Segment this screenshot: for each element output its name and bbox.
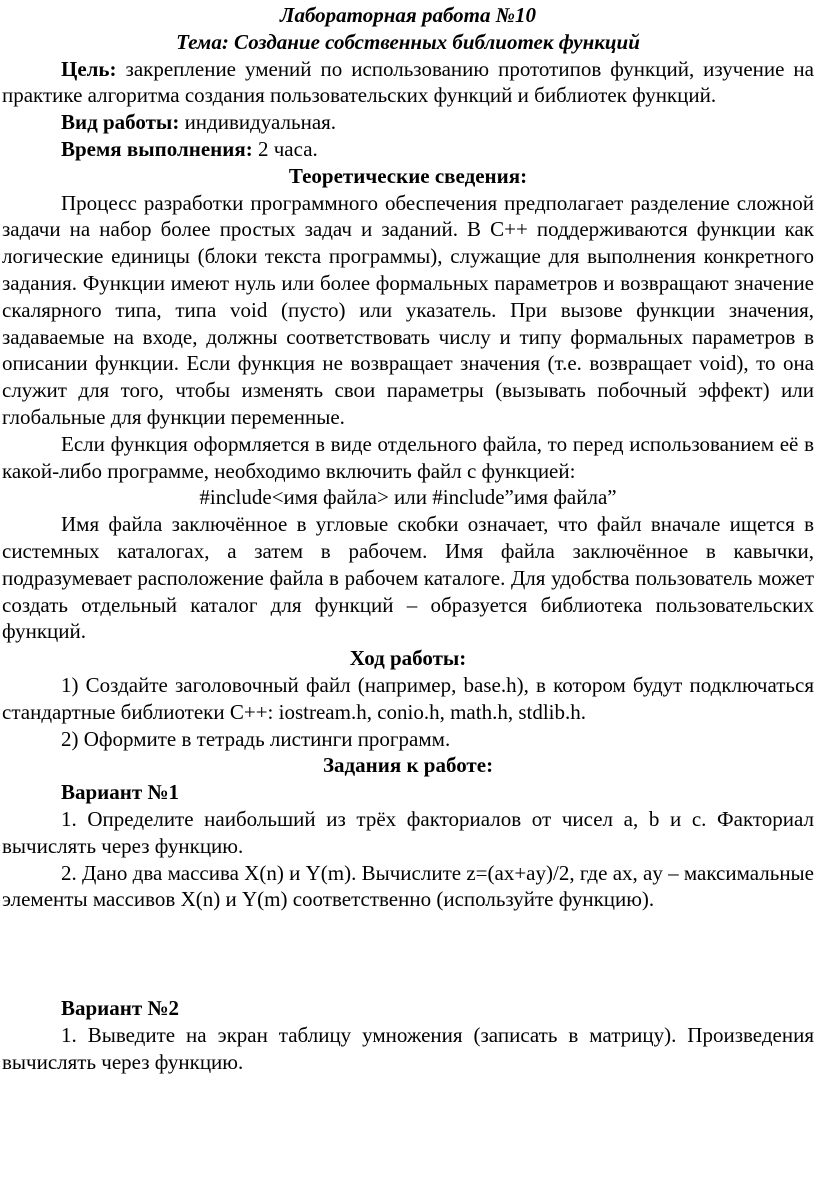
theory-heading: Теоретические сведения: <box>288 163 528 188</box>
tasks-heading: Задания к работе: <box>322 753 494 778</box>
lab-title: Лабораторная работа №10 <box>280 3 536 27</box>
variant-1-task-2: 2. Дано два массива X(n) и Y(m). Вычислите z=(ax+ay)/2, где ax, ay – максимальные элементы массивов X(n) и Y(m) соответственно (используйте функцию). <box>2 860 814 912</box>
duration-paragraph <box>2 136 814 163</box>
goal-paragraph <box>2 56 814 110</box>
variant-2-task-1: 1. Выведите на экран таблицу умножения (записать в матрицу). Произведения вычислять через функцию. <box>2 1022 814 1074</box>
lab-topic: Тема: Создание собственных библиотек функций <box>176 29 640 54</box>
goal-text: закрепление умений по использованию прототипов функций, изучение на практике алгоритма создания пользовательских функций и библиотек функций. <box>2 56 814 108</box>
procedure-step-2: 2) Оформите в тетрадь листинги программ. <box>61 726 451 751</box>
procedure-step-1: 1) Создайте заголовочный файл (например, base.h), в котором будут подключаться стандартные библиотеки C++: iostream.h, conio.h, math.h, stdlib.h. <box>2 672 814 724</box>
duration-label: Время выполнения: <box>61 136 253 161</box>
theory-paragraph-2: Если функция оформляется в виде отдельного файла, то перед использованием её в какой-либо программе, необходимо включить файл с функцией: <box>2 431 814 483</box>
include-line: #include<имя файла> или #include”имя файла” <box>199 485 617 510</box>
theory-paragraph-1: Процесс разработки программного обеспечения предполагает разделение сложной задачи на набор более простых задач и заданий. В C++ поддерживаются функции как логические единицы (блоки текста программы), служащие для выполнения конкретного задания. Функции имеют нуль или более формальных параметров и возвращают значение скалярного типа, типа void (пусто) или указатель. При вызове функции значения, задаваемые на входе, должны соответствовать числу и типу формальных параметров в описании функции. Если функция не возвращает значения (т.е. возвращает void), то она служит для того, чтобы изменять свои параметры (вызывать побочный эффект) или глобальные для функции переменные. <box>2 190 814 429</box>
variant-1-task-1: 1. Определите наибольший из трёх факториалов от чисел a, b и c. Факториал вычислять через функцию. <box>2 806 814 858</box>
variant-1-title: Вариант №1 <box>61 780 180 805</box>
blank-space <box>2 913 814 995</box>
work-type-paragraph <box>2 109 814 136</box>
procedure-heading: Ход работы: <box>349 646 467 671</box>
duration-text: 2 часа. <box>252 136 318 161</box>
theory-paragraph-3: Имя файла заключённое в угловые скобки означает, что файл вначале ищется в системных каталогах, а затем в рабочем. Имя файла заключённое в кавычки, подразумевает расположение файла в рабочем каталоге. Для удобства пользователь может создать отдельный каталог для функций – образуется библиотека пользовательских функций. <box>2 512 814 644</box>
work-type-text: индивидуальная. <box>179 110 337 135</box>
work-type-label: Вид работы: <box>61 110 180 135</box>
goal-label: Цель: <box>61 56 117 81</box>
variant-2-title: Вариант №2 <box>61 996 180 1021</box>
